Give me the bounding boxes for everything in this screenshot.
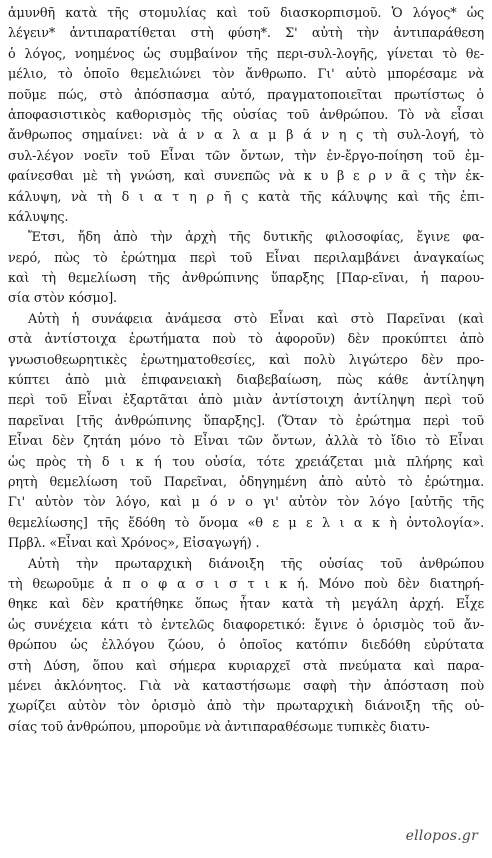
text-line: στὰ ἀντίστοιχα ἐρωτήματα ποὺ τὸ ἀφοροῦν) δὲν προκύπτει ἀπὸ — [8, 332, 484, 348]
text-line: σία στὸν κόσμο]. — [8, 291, 117, 307]
paragraph-3 — [8, 310, 484, 555]
paragraph-2 — [8, 228, 484, 310]
text-line: μένει ἀκλόνητος. Γιὰ νὰ καταστήσωμε σαφὴ τὴν ἀπόσταση ποὺ — [8, 678, 484, 694]
paragraph-1 — [8, 4, 484, 228]
site-watermark: ellopos.gr — [405, 828, 478, 844]
text-line: Ἔτσι, ἤδη ἀπὸ τὴν ἀρχὴ τῆς δυτικῆς φιλοσοφίας, ἔγινε φα- — [28, 230, 484, 246]
text-line: ὁ λόγος, νοημένος ὡς συμβαίνον τῆς περι-συλ-λογῆς, γίνεται τὸ θε- — [8, 46, 484, 62]
text-line: φαίνεσθαι μὲ τὴ γνώση, καὶ συνεπῶς νὰ κ υ β ε ρ ν ᾶ ς τὴν ἐκ- — [8, 169, 484, 185]
text-line: μέλιο, τὸ ὁποῖο θεμελιώνει τὸν ἄνθρωπο. Γι' αὐτὸ μπορέσαμε νὰ — [8, 67, 484, 83]
text-line: ἀμυνθῆ κατὰ τῆς στομυλίας καὶ τοῦ διασκορπισμοῦ. Ὁ λόγος* ὡς — [8, 6, 484, 21]
text-line: ἀποφασιστικὸς καθορισμὸς τῆς οὐσίας τοῦ ἀνθρώπου. Τὸ νὰ εἶσαι — [8, 107, 484, 123]
text-line: συλ-λέγον νοεῖν τοῦ Εἶναι τῶν ὄντων, τὴν ἐν-ἔργο-ποίηση τοῦ ἐμ- — [8, 148, 484, 164]
text-line: ὡς πρὸς τὴ δ ι κ ή του οὐσία, τότε χρειάζεται μιὰ πλήρης καὶ — [8, 454, 484, 470]
text-line: κάλυψη, νὰ τὴ δ ι α τ η ρ ῆ ς κατὰ τῆς κάλυψης καὶ τῆς ἐπι- — [8, 189, 484, 205]
text-line: Πρβλ. «Εἶναι καὶ Χρόνος», Εἰσαγωγή) . — [8, 536, 260, 552]
text-line: Αὐτὴ τὴν πρωταρχικὴ διάνοιξη τῆς οὐσίας τοῦ ἀνθρώπου — [28, 556, 484, 572]
text-line: κάλυψης. — [8, 209, 69, 225]
text-line: Εἶναι δὲν ζητάη μόνο τὸ Εἶναι τῶν ὄντων, ἀλλὰ τὸ ἴδιο τὸ Εἶναι — [8, 434, 484, 450]
text-line: τὴ θεωροῦμε ἀ π ο φ α σ ι σ τ ι κ ή. Μόνο ποὺ δὲν διατηρή- — [8, 576, 484, 592]
text-line: σίας τοῦ ἀνθρώπου, μποροῦμε νὰ ἀντιπαραθέσωμε τυπικὲς διατυ- — [8, 719, 430, 735]
text-line: περὶ τοῦ Εἶναι ἐξαρτᾶται ἀπὸ μιὰν ἀντίστοιχη ἀντίληψη περὶ τοῦ — [8, 393, 484, 409]
text-line: Γι' αὐτὸν τὸν λόγο, καὶ μ ό ν ο γι' αὐτὸν τὸν λόγο [αὐτῆς τῆς — [8, 495, 484, 511]
text-line: γνωσιοθεωρητικὲς ἐρωτηματοθεσίες, καὶ πολὺ λιγώτερο δὲν προ- — [8, 352, 484, 368]
text-line: ρητὴ θεμελίωση τοῦ Παρεῖναι, ὁδηγημένη ἀπὸ αὐτὸ τὸ ἐρώτημα. — [8, 474, 484, 490]
text-line: ποῦμε πώς, στὸ ἀπόσπασμα αὐτό, πραγματοποιεῖται πρωτίστως ὁ — [8, 87, 484, 103]
text-line: θρώπου ὡς ἐλλόγου ζώου, ὁ ὁποῖος κατόπιν διεδόθη εὐρύτατα — [8, 638, 484, 654]
text-line: ἄνθρωπος σημαίνει: νὰ ἀ ν α λ α μ β ά ν η ς τὴ συλ-λογή, τὸ — [8, 128, 484, 144]
text-line: νερό, πὼς τὸ ἐρώτημα περὶ τοῦ Εἶναι περιλαμβάνει ἀναγκαίως — [8, 250, 484, 266]
text-line: καὶ τὴ θεμελίωση τῆς ἀνθρώπινης ὕπαρξης [Παρ-εῖναι, ἡ παρου- — [8, 271, 484, 287]
text-line: Αὐτὴ ἡ συνάφεια ἀνάμεσα στὸ Εἶναι καὶ στὸ Παρεῖναι (καὶ — [28, 311, 484, 327]
text-line: θεμελίωσης] τῆς ἔδόθη τὸ ὄνομα «θ ε μ ε λ ι α κ ὴ ὀντολογία». — [8, 515, 484, 531]
text-line: ὡς συνέχεια κάτι τὸ ἐντελῶς διαφορετικό: ἔγινε ὁ ὁρισμὸς τοῦ ἄν- — [8, 617, 484, 633]
text-line: στὴ Δύση, ὅπου καὶ σήμερα κυριαρχεῖ στὰ πνεύματα καὶ παρα- — [8, 658, 484, 674]
body-text — [8, 4, 484, 738]
text-line: θηκε καὶ δὲν κρατήθηκε ὅπως ἦταν κατὰ τὴ μεγάλη ἀρχή. Εἶχε — [8, 597, 484, 613]
paragraph-4 — [8, 555, 484, 739]
text-line: παρεῖναι [τῆς ἀνθρώπινης ὕπαρξης]. (Ὅταν τὸ ἐρώτημα περὶ τοῦ — [8, 413, 484, 429]
text-line: κύπτει ἀπὸ μιὰ ἐπιφανειακὴ διαβεβαίωση, πὼς κάθε ἀντίληψη — [8, 373, 484, 389]
text-line: χωρίζει αὐτὸν τὸν ὁρισμὸ ἀπὸ τὴν πρωταρχικὴ διάνοιξη τῆς οὐ- — [8, 699, 484, 715]
text-line: λέγειν* ἀντιπαρατίθεται στὴ φύση*. Σ' αὐτὴ τὴν ἀντιπαράθεση — [8, 26, 484, 42]
